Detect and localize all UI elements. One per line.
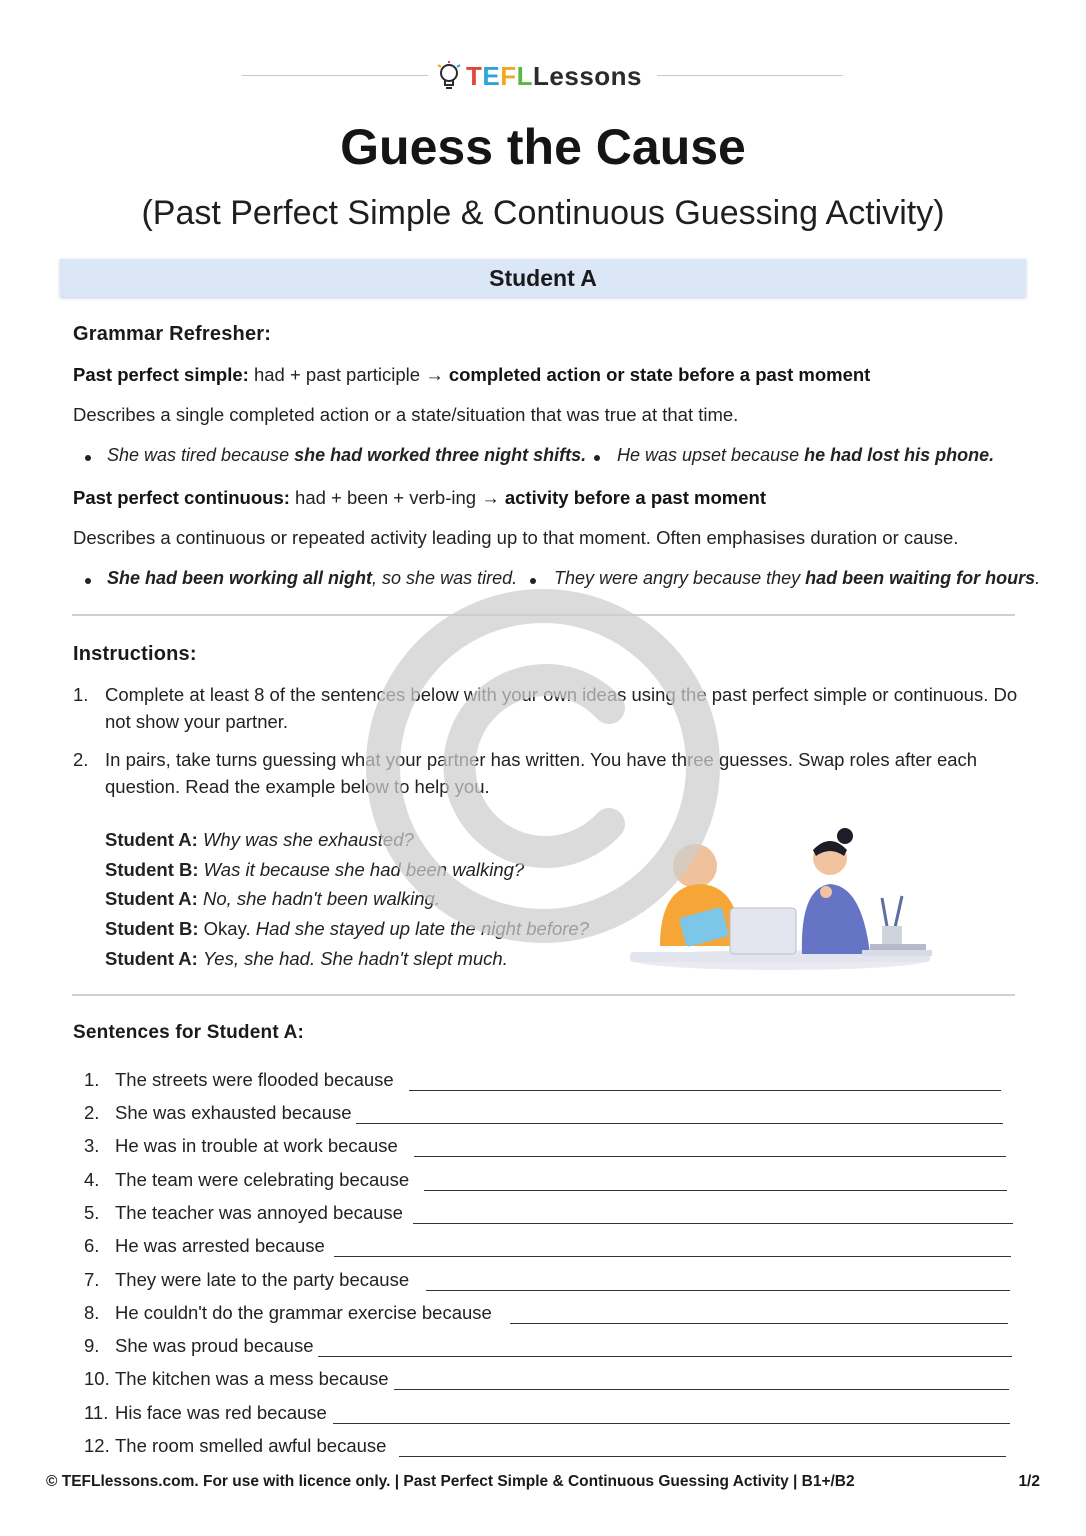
sentence-item: 5. The teacher was annoyed because [84, 1202, 1014, 1230]
page-title: Guess the Cause [340, 119, 746, 175]
sentence-item: 3. He was in trouble at work because [84, 1135, 1014, 1163]
past-perfect-simple-description: Describes a single completed action or a state/situation that was true at that time. [73, 404, 739, 425]
section-divider [72, 994, 1015, 996]
sentence-item: 12. The room smelled awful because [84, 1435, 1014, 1463]
past-perfect-continuous-description: Describes a continuous or repeated activity leading up to that moment. Often emphasises duration or cause. [73, 527, 959, 548]
sentence-item: 4. The team were celebrating because [84, 1169, 1014, 1197]
grammar-heading: Grammar Refresher: [73, 323, 272, 345]
dialogue-line: Student A: Yes, she had. She hadn't slept much. [105, 948, 508, 969]
answer-line[interactable] [409, 1090, 1001, 1091]
answer-line[interactable] [356, 1123, 1003, 1124]
answer-line[interactable] [333, 1423, 1010, 1424]
dialogue-line: Student A: Why was she exhausted? [105, 829, 414, 850]
example-continuous-2: They were angry because they had been waiting for hours. [554, 568, 1041, 588]
logo-text: TEFLLessons [466, 60, 643, 91]
answer-line[interactable] [334, 1256, 1011, 1257]
dialogue-line: Student B: Okay. Had she stayed up late the night before? [105, 918, 589, 939]
sentence-item: 2. She was exhausted because [84, 1102, 1014, 1130]
sentence-item: 10. The kitchen was a mess because [84, 1368, 1014, 1396]
lightbulb-icon [436, 61, 462, 91]
sentence-item: 6. He was arrested because [84, 1235, 1014, 1263]
answer-line[interactable] [318, 1356, 1012, 1357]
answer-line[interactable] [413, 1223, 1013, 1224]
example-simple-1: She was tired because she had worked three night shifts. [107, 445, 587, 465]
bullet [85, 578, 91, 584]
section-divider [72, 614, 1015, 616]
student-banner: Student A [60, 259, 1026, 297]
answer-line[interactable] [414, 1156, 1006, 1157]
logo-divider-left [242, 75, 428, 76]
instruction-item: 2. In pairs, take turns guessing what your partner has written. You have three guesses. Swap roles after each question. Read the example below to help you. [73, 749, 978, 797]
page-subtitle: (Past Perfect Simple & Continuous Guessing Activity) [141, 194, 945, 232]
past-perfect-simple-definition: Past perfect simple: had + past participle → completed action or state before a past moment [73, 364, 871, 385]
sentence-item: 1. The streets were flooded because [84, 1069, 1014, 1097]
past-perfect-continuous-definition: Past perfect continuous: had + been + verb-ing → activity before a past moment [73, 487, 766, 508]
bullet [594, 455, 600, 461]
instruction-item: 1. Complete at least 8 of the sentences below with your own ideas using the past perfect simple or continuous. Do not show your partner. [73, 684, 1018, 732]
example-continuous-1: She had been working all night, so she was tired. [107, 568, 518, 588]
bullet [85, 455, 91, 461]
dialogue-line: Student B: Was it because she had been walking? [105, 859, 525, 880]
answer-line[interactable] [399, 1456, 1006, 1457]
sentence-item: 7. They were late to the party because [84, 1269, 1014, 1297]
answer-line[interactable] [426, 1290, 1010, 1291]
answer-line[interactable] [394, 1389, 1009, 1390]
dialogue-line: Student A: No, she hadn't been walking. [105, 888, 440, 909]
sentence-item: 11. His face was red because [84, 1402, 1014, 1430]
example-simple-2: He was upset because he had lost his phone. [617, 445, 995, 465]
page-number: 1/2 [1018, 1473, 1040, 1490]
sentence-item: 9. She was proud because [84, 1335, 1014, 1363]
instructions-heading: Instructions: [73, 643, 197, 665]
answer-line[interactable] [424, 1190, 1007, 1191]
logo-divider-right [657, 75, 843, 76]
sentence-item: 8. He couldn't do the grammar exercise because [84, 1302, 1014, 1330]
logo-header [0, 56, 1086, 96]
footer-copyright: © TEFLlessons.com. For use with licence only. | Past Perfect Simple & Continuous Guessing Activity | B1+/B2 [46, 1473, 855, 1490]
sentences-heading: Sentences for Student A: [73, 1022, 305, 1043]
tefl-lessons-logo [436, 58, 642, 94]
students-illustration [630, 826, 936, 972]
answer-line[interactable] [510, 1323, 1008, 1324]
bullet [530, 578, 536, 584]
